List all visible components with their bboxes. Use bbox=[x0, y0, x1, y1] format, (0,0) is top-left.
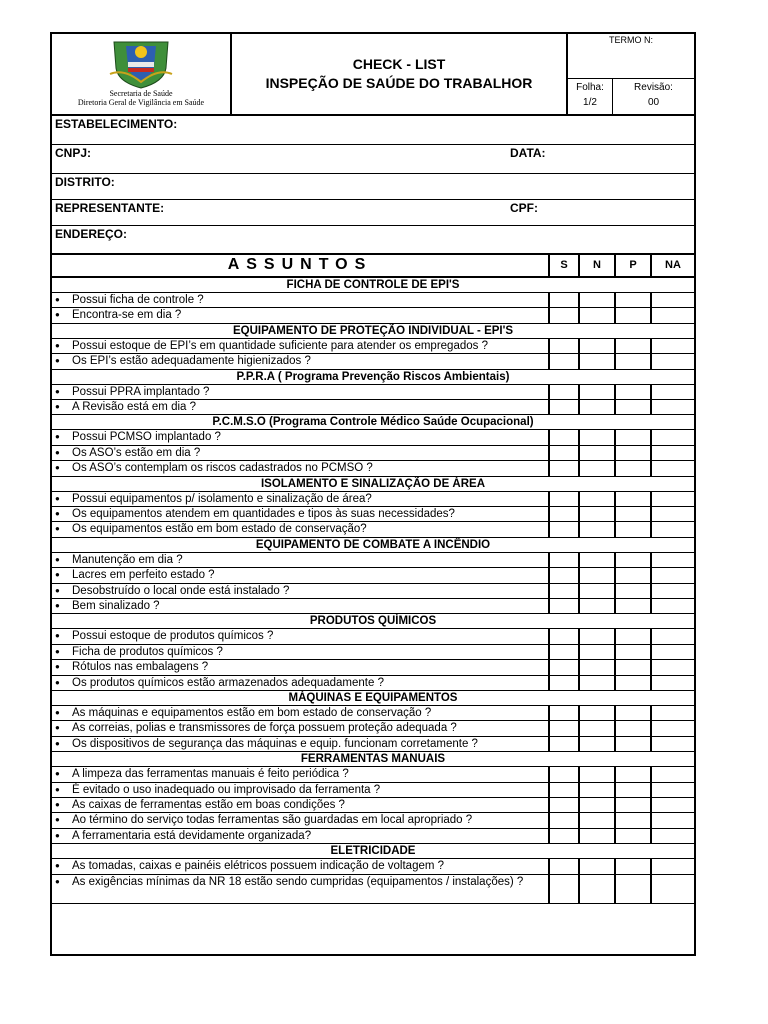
bullet-icon: ● bbox=[55, 876, 60, 886]
answer-box-s[interactable] bbox=[548, 660, 578, 674]
answer-box-p[interactable] bbox=[614, 461, 650, 475]
checklist-item-text: A ferramentaria está devidamente organizada? bbox=[72, 829, 312, 842]
answer-box-n[interactable] bbox=[578, 339, 614, 353]
answer-box-s[interactable] bbox=[548, 553, 578, 567]
answer-box-p[interactable] bbox=[614, 829, 650, 843]
bullet-icon: ● bbox=[55, 310, 60, 320]
checklist-item bbox=[52, 737, 694, 752]
answer-box-p[interactable] bbox=[614, 798, 650, 812]
answer-box-n[interactable] bbox=[578, 721, 614, 735]
answer-box-n[interactable] bbox=[578, 400, 614, 414]
answer-box-p[interactable] bbox=[614, 813, 650, 827]
answer-box-p[interactable] bbox=[614, 676, 650, 690]
checklist-item-text: Os equipamentos atendem em quantidades e tipos às suas necessidades? bbox=[72, 508, 455, 520]
checklist-item bbox=[52, 400, 694, 415]
checklist-item bbox=[52, 308, 694, 323]
checklist-item-text: Os ASO’s estão em dia ? bbox=[72, 446, 201, 459]
checklist-item-text: As correias, polias e transmissores de força possuem proteção adequada ? bbox=[72, 722, 457, 735]
checklist-item bbox=[52, 783, 694, 798]
answer-box-s[interactable] bbox=[548, 293, 578, 307]
answer-box-p[interactable] bbox=[614, 660, 650, 674]
form-header bbox=[52, 34, 694, 116]
bullet-icon: ● bbox=[55, 447, 60, 457]
assuntos-header-row bbox=[52, 255, 694, 278]
checklist-item-text: As exigências mínimas da NR 18 estão sendo cumpridas (equipamentos / instalações) ? bbox=[72, 875, 524, 888]
checklist-item bbox=[52, 507, 694, 522]
col-head-n: N bbox=[578, 255, 614, 276]
answer-box-s[interactable] bbox=[548, 875, 578, 903]
checklist-item-text: É evitado o uso inadequado ou improvisado da ferramenta ? bbox=[72, 783, 381, 796]
bullet-icon: ● bbox=[55, 784, 60, 794]
answer-box-n[interactable] bbox=[578, 875, 614, 903]
answer-box-p[interactable] bbox=[614, 721, 650, 735]
checklist-item-text: Lacres em perfeito estado ? bbox=[72, 569, 215, 582]
bullet-icon: ● bbox=[55, 402, 60, 411]
checklist-item bbox=[52, 645, 694, 660]
answer-box-s[interactable] bbox=[548, 767, 578, 781]
bullet-icon: ● bbox=[55, 386, 60, 396]
answer-box-na[interactable] bbox=[650, 798, 694, 812]
answer-box-p[interactable] bbox=[614, 553, 650, 567]
answer-box-na[interactable] bbox=[650, 339, 694, 353]
bullet-icon: ● bbox=[55, 493, 60, 503]
checklist-item-text: Possui estoque de produtos químicos ? bbox=[72, 630, 274, 643]
bullet-icon: ● bbox=[55, 524, 60, 534]
checklist-item bbox=[52, 293, 694, 308]
answer-box-s[interactable] bbox=[548, 492, 578, 506]
pernambuco-emblem-icon bbox=[106, 38, 176, 90]
answer-box-na[interactable] bbox=[650, 737, 694, 751]
answer-box-n[interactable] bbox=[578, 599, 614, 613]
answer-box-n[interactable] bbox=[578, 461, 614, 475]
cnpj-label: CNPJ: bbox=[55, 146, 92, 160]
revisao-label: Revisão: bbox=[634, 82, 673, 93]
answer-box-n[interactable] bbox=[578, 568, 614, 582]
answer-box-n[interactable] bbox=[578, 584, 614, 598]
bullet-icon: ● bbox=[55, 463, 60, 473]
answer-box-n[interactable] bbox=[578, 430, 614, 444]
answer-box-n[interactable] bbox=[578, 492, 614, 506]
section-header: MÁQUINAS E EQUIPAMENTOS bbox=[52, 691, 694, 706]
folha-value: 1/2 bbox=[583, 97, 597, 108]
answer-box-na[interactable] bbox=[650, 430, 694, 444]
answer-box-s[interactable] bbox=[548, 522, 578, 536]
answer-box-p[interactable] bbox=[614, 767, 650, 781]
answer-box-p[interactable] bbox=[614, 859, 650, 873]
bullet-icon: ● bbox=[55, 830, 60, 840]
checklist-item-text: A limpeza das ferramentas manuais é feito periódica ? bbox=[72, 768, 349, 781]
checklist-item-text: Ficha de produtos químicos ? bbox=[72, 645, 223, 658]
logo-diretoria-text: Diretoria Geral de Vigilância em Saúde bbox=[77, 98, 205, 107]
section-header: EQUIPAMENTO DE COMBATE A INCÊNDIO bbox=[52, 538, 694, 553]
col-head-na: NA bbox=[650, 255, 694, 276]
bullet-icon: ● bbox=[55, 723, 60, 733]
answer-box-p[interactable] bbox=[614, 584, 650, 598]
checklist-item bbox=[52, 568, 694, 583]
answer-box-na[interactable] bbox=[650, 767, 694, 781]
answer-box-n[interactable] bbox=[578, 308, 614, 322]
answer-box-na[interactable] bbox=[650, 875, 694, 903]
checklist-item bbox=[52, 676, 694, 691]
answer-box-na[interactable] bbox=[650, 507, 694, 521]
bullet-icon: ● bbox=[55, 662, 60, 672]
answer-box-s[interactable] bbox=[548, 354, 578, 368]
answer-box-p[interactable] bbox=[614, 339, 650, 353]
answer-box-na[interactable] bbox=[650, 492, 694, 506]
answer-box-s[interactable] bbox=[548, 507, 578, 521]
answer-box-na[interactable] bbox=[650, 522, 694, 536]
answer-box-n[interactable] bbox=[578, 507, 614, 521]
checklist-item bbox=[52, 385, 694, 400]
revisao-field bbox=[613, 79, 694, 114]
answer-box-s[interactable] bbox=[548, 446, 578, 460]
answer-box-s[interactable] bbox=[548, 706, 578, 720]
checklist-form bbox=[50, 32, 696, 956]
bullet-icon: ● bbox=[55, 432, 60, 442]
checklist-item bbox=[52, 492, 694, 507]
answer-box-na[interactable] bbox=[650, 706, 694, 720]
section-header: P.C.M.S.O (Programa Controle Médico Saúde Ocupacional) bbox=[52, 415, 694, 430]
checklist-item bbox=[52, 584, 694, 599]
answer-box-s[interactable] bbox=[548, 308, 578, 322]
answer-box-s[interactable] bbox=[548, 859, 578, 873]
section-header: P.P.R.A ( Programa Prevenção Riscos Ambientais) bbox=[52, 370, 694, 385]
answer-box-p[interactable] bbox=[614, 293, 650, 307]
bullet-icon: ● bbox=[55, 356, 60, 366]
checklist-item bbox=[52, 446, 694, 461]
bullet-icon: ● bbox=[55, 570, 60, 580]
estabelecimento-field[interactable] bbox=[52, 116, 694, 145]
logo-cell bbox=[52, 34, 232, 114]
answer-box-s[interactable] bbox=[548, 385, 578, 399]
answer-box-s[interactable] bbox=[548, 645, 578, 659]
data-label: DATA: bbox=[510, 146, 546, 160]
bullet-icon: ● bbox=[55, 631, 60, 641]
title-cell bbox=[232, 34, 568, 114]
answer-box-n[interactable] bbox=[578, 660, 614, 674]
answer-box-na[interactable] bbox=[650, 813, 694, 827]
checklist-item-text: Possui PPRA implantado ? bbox=[72, 385, 210, 398]
checklist-item-text: A Revisão está em dia ? bbox=[72, 401, 197, 413]
answer-box-na[interactable] bbox=[650, 829, 694, 843]
answer-box-p[interactable] bbox=[614, 507, 650, 521]
answer-box-n[interactable] bbox=[578, 767, 614, 781]
col-head-s: S bbox=[548, 255, 578, 276]
checklist-item bbox=[52, 599, 694, 614]
checklist-item-text: As caixas de ferramentas estão em boas condições ? bbox=[72, 799, 345, 811]
assuntos-title: ASSUNTOS bbox=[227, 256, 373, 273]
endereco-field[interactable] bbox=[52, 226, 694, 253]
cpf-label: CPF: bbox=[510, 201, 538, 215]
answer-box-n[interactable] bbox=[578, 676, 614, 690]
checklist-item-text: As tomadas, caixas e painéis elétricos possuem indicação de voltagem ? bbox=[72, 860, 445, 873]
answer-box-p[interactable] bbox=[614, 492, 650, 506]
section-header: PRODUTOS QUÍMICOS bbox=[52, 614, 694, 629]
bullet-icon: ● bbox=[55, 585, 60, 595]
bullet-icon: ● bbox=[55, 738, 60, 748]
checklist-item-text: Os ASO’s contemplam os riscos cadastrados no PCMSO ? bbox=[72, 462, 373, 475]
checklist-item bbox=[52, 813, 694, 828]
bullet-icon: ● bbox=[55, 677, 60, 687]
answer-box-n[interactable] bbox=[578, 629, 614, 643]
checklist-item bbox=[52, 706, 694, 721]
bullet-icon: ● bbox=[55, 769, 60, 779]
answer-box-s[interactable] bbox=[548, 829, 578, 843]
checklist-item-text: Os EPI’s estão adequadamente higienizados ? bbox=[72, 355, 311, 368]
answer-box-n[interactable] bbox=[578, 737, 614, 751]
answer-box-na[interactable] bbox=[650, 446, 694, 460]
answer-box-n[interactable] bbox=[578, 706, 614, 720]
answer-box-na[interactable] bbox=[650, 783, 694, 797]
answer-box-s[interactable] bbox=[548, 599, 578, 613]
answer-box-s[interactable] bbox=[548, 400, 578, 414]
bullet-icon: ● bbox=[55, 340, 60, 350]
checklist-table bbox=[52, 253, 694, 925]
checklist-item-text: Desobstruído o local onde está instalado ? bbox=[72, 584, 290, 597]
answer-box-s[interactable] bbox=[548, 676, 578, 690]
representante-cpf-row[interactable] bbox=[52, 200, 694, 226]
answer-box-na[interactable] bbox=[650, 660, 694, 674]
answer-box-na[interactable] bbox=[650, 568, 694, 582]
checklist-item-text: Ao término do serviço todas ferramentas são guardadas em local apropriado ? bbox=[72, 814, 473, 827]
answer-box-p[interactable] bbox=[614, 430, 650, 444]
answer-box-p[interactable] bbox=[614, 737, 650, 751]
checklist-item bbox=[52, 767, 694, 782]
answer-box-p[interactable] bbox=[614, 385, 650, 399]
answer-box-p[interactable] bbox=[614, 599, 650, 613]
answer-box-na[interactable] bbox=[650, 400, 694, 414]
answer-box-p[interactable] bbox=[614, 568, 650, 582]
termo-label: TERMO N: bbox=[609, 35, 653, 45]
answer-box-na[interactable] bbox=[650, 553, 694, 567]
answer-box-na[interactable] bbox=[650, 584, 694, 598]
answer-box-s[interactable] bbox=[548, 461, 578, 475]
checklist-item-text: Manutenção em dia ? bbox=[72, 553, 183, 566]
answer-box-p[interactable] bbox=[614, 522, 650, 536]
bullet-icon: ● bbox=[55, 800, 60, 809]
answer-box-s[interactable] bbox=[548, 339, 578, 353]
answer-box-p[interactable] bbox=[614, 645, 650, 659]
answer-box-s[interactable] bbox=[548, 721, 578, 735]
checklist-item bbox=[52, 553, 694, 568]
answer-box-s[interactable] bbox=[548, 783, 578, 797]
checklist-item-text: Possui PCMSO implantado ? bbox=[72, 431, 221, 444]
answer-box-na[interactable] bbox=[650, 629, 694, 643]
endereco-label: ENDEREÇO: bbox=[55, 227, 128, 241]
form-title: CHECK - LIST bbox=[352, 56, 446, 72]
checklist-item bbox=[52, 829, 694, 844]
answer-box-p[interactable] bbox=[614, 446, 650, 460]
checklist-item bbox=[52, 430, 694, 445]
estabelecimento-label: ESTABELECIMENTO: bbox=[55, 117, 178, 131]
termo-field[interactable] bbox=[568, 34, 694, 79]
answer-box-n[interactable] bbox=[578, 446, 614, 460]
bullet-icon: ● bbox=[55, 295, 60, 304]
answer-box-s[interactable] bbox=[548, 737, 578, 751]
col-head-p: P bbox=[614, 255, 650, 276]
cnpj-data-row[interactable] bbox=[52, 145, 694, 174]
answer-box-na[interactable] bbox=[650, 721, 694, 735]
answer-box-na[interactable] bbox=[650, 385, 694, 399]
checklist-item bbox=[52, 660, 694, 675]
answer-box-p[interactable] bbox=[614, 706, 650, 720]
section-header: EQUIPAMENTO DE PROTEÇÃO INDIVIDUAL - EPI'S bbox=[52, 324, 694, 339]
answer-box-na[interactable] bbox=[650, 859, 694, 873]
checklist-item bbox=[52, 339, 694, 354]
answer-box-na[interactable] bbox=[650, 461, 694, 475]
checklist-item bbox=[52, 721, 694, 736]
section-header: ELETRICIDADE bbox=[52, 844, 694, 859]
answer-box-s[interactable] bbox=[548, 813, 578, 827]
representante-label: REPRESENTANTE: bbox=[55, 201, 165, 215]
checklist-item-text: Os dispositivos de segurança das máquinas e equip. funcionam corretamente ? bbox=[72, 737, 478, 750]
answer-box-s[interactable] bbox=[548, 629, 578, 643]
checklist-item bbox=[52, 875, 694, 904]
answer-box-p[interactable] bbox=[614, 308, 650, 322]
checklist-item-text: Possui equipamentos p/ isolamento e sinalização de área? bbox=[72, 492, 372, 505]
revisao-value: 00 bbox=[647, 97, 660, 108]
distrito-label: DISTRITO: bbox=[55, 175, 115, 189]
checklist-item-text: Os equipamentos estão em bom estado de conservação? bbox=[72, 523, 367, 536]
answer-box-na[interactable] bbox=[650, 645, 694, 659]
bullet-icon: ● bbox=[55, 815, 60, 825]
answer-box-s[interactable] bbox=[548, 568, 578, 582]
checklist-item bbox=[52, 798, 694, 813]
bullet-icon: ● bbox=[55, 646, 60, 656]
checklist-item-text: Possui ficha de controle ? bbox=[72, 294, 204, 306]
answer-box-n[interactable] bbox=[578, 553, 614, 567]
blank-notes-row[interactable] bbox=[52, 904, 694, 923]
answer-box-na[interactable] bbox=[650, 676, 694, 690]
checklist-item-text: Possui estoque de EPI’s em quantidade suficiente para atender os empregados ? bbox=[72, 339, 488, 352]
answer-box-n[interactable] bbox=[578, 813, 614, 827]
answer-box-n[interactable] bbox=[578, 859, 614, 873]
answer-box-na[interactable] bbox=[650, 308, 694, 322]
checklist-item-text: Bem sinalizado ? bbox=[72, 600, 160, 612]
answer-box-n[interactable] bbox=[578, 829, 614, 843]
answer-box-p[interactable] bbox=[614, 400, 650, 414]
checklist-item bbox=[52, 859, 694, 874]
form-subtitle: INSPEÇÃO DE SAÚDE DO TRABALHOR bbox=[265, 75, 533, 91]
section-header: ISOLAMENTO E SINALIZAÇÃO DE ÁREA bbox=[52, 477, 694, 492]
answer-box-n[interactable] bbox=[578, 293, 614, 307]
checklist-item bbox=[52, 522, 694, 537]
answer-box-na[interactable] bbox=[650, 354, 694, 368]
answer-box-na[interactable] bbox=[650, 599, 694, 613]
answer-box-s[interactable] bbox=[548, 798, 578, 812]
bullet-icon: ● bbox=[55, 601, 60, 610]
checklist-item-text: Rótulos nas embalagens ? bbox=[72, 661, 209, 674]
checklist-item bbox=[52, 354, 694, 369]
checklist-item-text: Os produtos químicos estão armazenados adequadamente ? bbox=[72, 676, 384, 689]
checklist-item bbox=[52, 461, 694, 476]
checklist-item-text: Encontra-se em dia ? bbox=[72, 309, 182, 322]
bullet-icon: ● bbox=[55, 861, 60, 871]
folha-field bbox=[568, 79, 613, 114]
answer-box-p[interactable] bbox=[614, 783, 650, 797]
answer-box-p[interactable] bbox=[614, 629, 650, 643]
bullet-icon: ● bbox=[55, 708, 60, 717]
bullet-icon: ● bbox=[55, 509, 60, 518]
answer-box-na[interactable] bbox=[650, 293, 694, 307]
answer-box-p[interactable] bbox=[614, 875, 650, 903]
answer-box-n[interactable] bbox=[578, 645, 614, 659]
answer-box-n[interactable] bbox=[578, 798, 614, 812]
distrito-field[interactable] bbox=[52, 174, 694, 200]
answer-box-n[interactable] bbox=[578, 385, 614, 399]
folha-label: Folha: bbox=[576, 82, 604, 93]
answer-box-s[interactable] bbox=[548, 430, 578, 444]
answer-box-n[interactable] bbox=[578, 783, 614, 797]
logo-secretaria-text: Secretaria de Saúde bbox=[109, 89, 173, 98]
section-header: FICHA DE CONTROLE DE EPI'S bbox=[52, 278, 694, 293]
checklist-item-text: As máquinas e equipamentos estão em bom estado de conservação ? bbox=[72, 707, 432, 719]
answer-box-n[interactable] bbox=[578, 354, 614, 368]
answer-box-n[interactable] bbox=[578, 522, 614, 536]
answer-box-p[interactable] bbox=[614, 354, 650, 368]
answer-box-s[interactable] bbox=[548, 584, 578, 598]
bullet-icon: ● bbox=[55, 554, 60, 564]
section-header: FERRAMENTAS MANUAIS bbox=[52, 752, 694, 767]
checklist-item bbox=[52, 629, 694, 644]
